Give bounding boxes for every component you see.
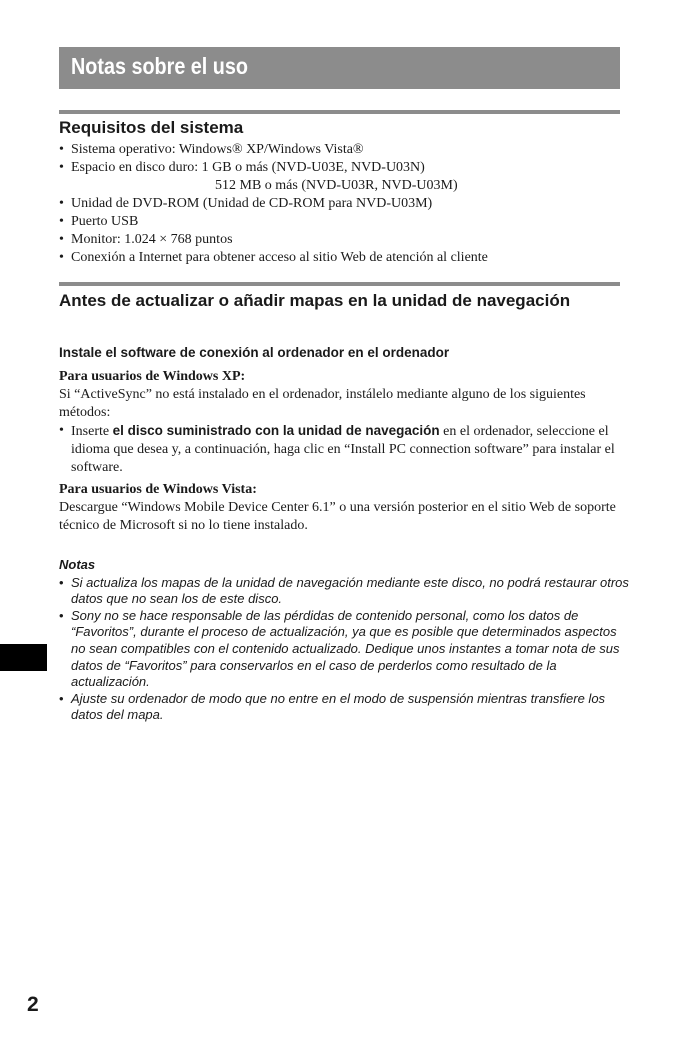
list-item-continuation-text: 512 MB o más (NVD-U03R, NVD-U03M) xyxy=(215,178,458,193)
section-divider xyxy=(59,282,620,286)
list-item: • Conexión a Internet para obtener acceso al sitio Web de atención al cliente xyxy=(59,249,624,267)
xp-block xyxy=(59,368,624,477)
section-heading-update: Antes de actualizar o añadir mapas en la unidad de navegación xyxy=(59,291,571,310)
page-title-bar xyxy=(59,47,620,89)
vista-text: Descargue “Windows Mobile Device Center 6.1” o una versión posterior en el sitio Web de soporte técnico de Microsoft si no lo tiene instalado. xyxy=(59,500,616,533)
notes-block xyxy=(59,557,629,724)
note-item: • Sony no se hace responsable de las pérdidas de contenido personal, como los datos de “Favoritos”, durante el proceso de actualización, ya que es posible que determinados aspectos no sean compatibles con el contenido actualizado. Dedique unos instantes a tomar nota de sus datos de “Favoritos” para conservarlos en el caso de perderlos como resultado de la actualización. xyxy=(59,608,629,691)
list-item: • Unidad de DVD-ROM (Unidad de CD-ROM para NVD-U03M) xyxy=(59,195,624,213)
bullet-glyph: • xyxy=(59,423,64,438)
notes-list xyxy=(59,575,629,724)
section-divider xyxy=(59,110,620,114)
xp-bullet xyxy=(59,422,624,477)
subsection-heading: Instale el software de conexión al ordenador en el ordenador xyxy=(59,345,450,360)
list-item-continuation xyxy=(59,177,624,195)
note-item: • Ajuste su ordenador de modo que no entre en el modo de suspensión mientras transfiere los datos del mapa. xyxy=(59,691,629,724)
list-item: • Puerto USB xyxy=(59,213,624,231)
xp-bullet-bold: el disco suministrado con la unidad de navegación xyxy=(112,423,440,438)
section-thumb-tab xyxy=(0,644,47,671)
vista-label: Para usuarios de Windows Vista: xyxy=(59,482,257,497)
xp-text: Si “ActiveSync” no está instalado en el ordenador, instálelo mediante alguno de los siguientes métodos: xyxy=(59,387,586,420)
notes-title: Notas xyxy=(59,557,96,572)
list-item: • Sistema operativo: Windows® XP/Windows Vista® xyxy=(59,141,624,159)
xp-label: Para usuarios de Windows XP: xyxy=(59,369,246,384)
note-item: • Si actualiza los mapas de la unidad de navegación mediante este disco, no podrá restaurar otros datos que no sean los de este disco. xyxy=(59,575,629,608)
list-item: • Espacio en disco duro: 1 GB o más (NVD-U03E, NVD-U03N) xyxy=(59,159,624,177)
xp-bullet-post: en el ordenador, seleccione el idioma que desea y, a continuación, haga clic en “Install PC connection software” para instalar el software. xyxy=(71,424,615,475)
section-heading-requirements: Requisitos del sistema xyxy=(59,118,244,137)
page-title: Notas sobre el uso xyxy=(71,53,248,79)
xp-bullet-pre: Inserte xyxy=(71,424,113,439)
vista-block xyxy=(59,481,624,535)
requirements-list xyxy=(59,141,624,267)
list-item: • Monitor: 1.024 × 768 puntos xyxy=(59,231,624,249)
page-number: 2 xyxy=(27,993,39,1016)
